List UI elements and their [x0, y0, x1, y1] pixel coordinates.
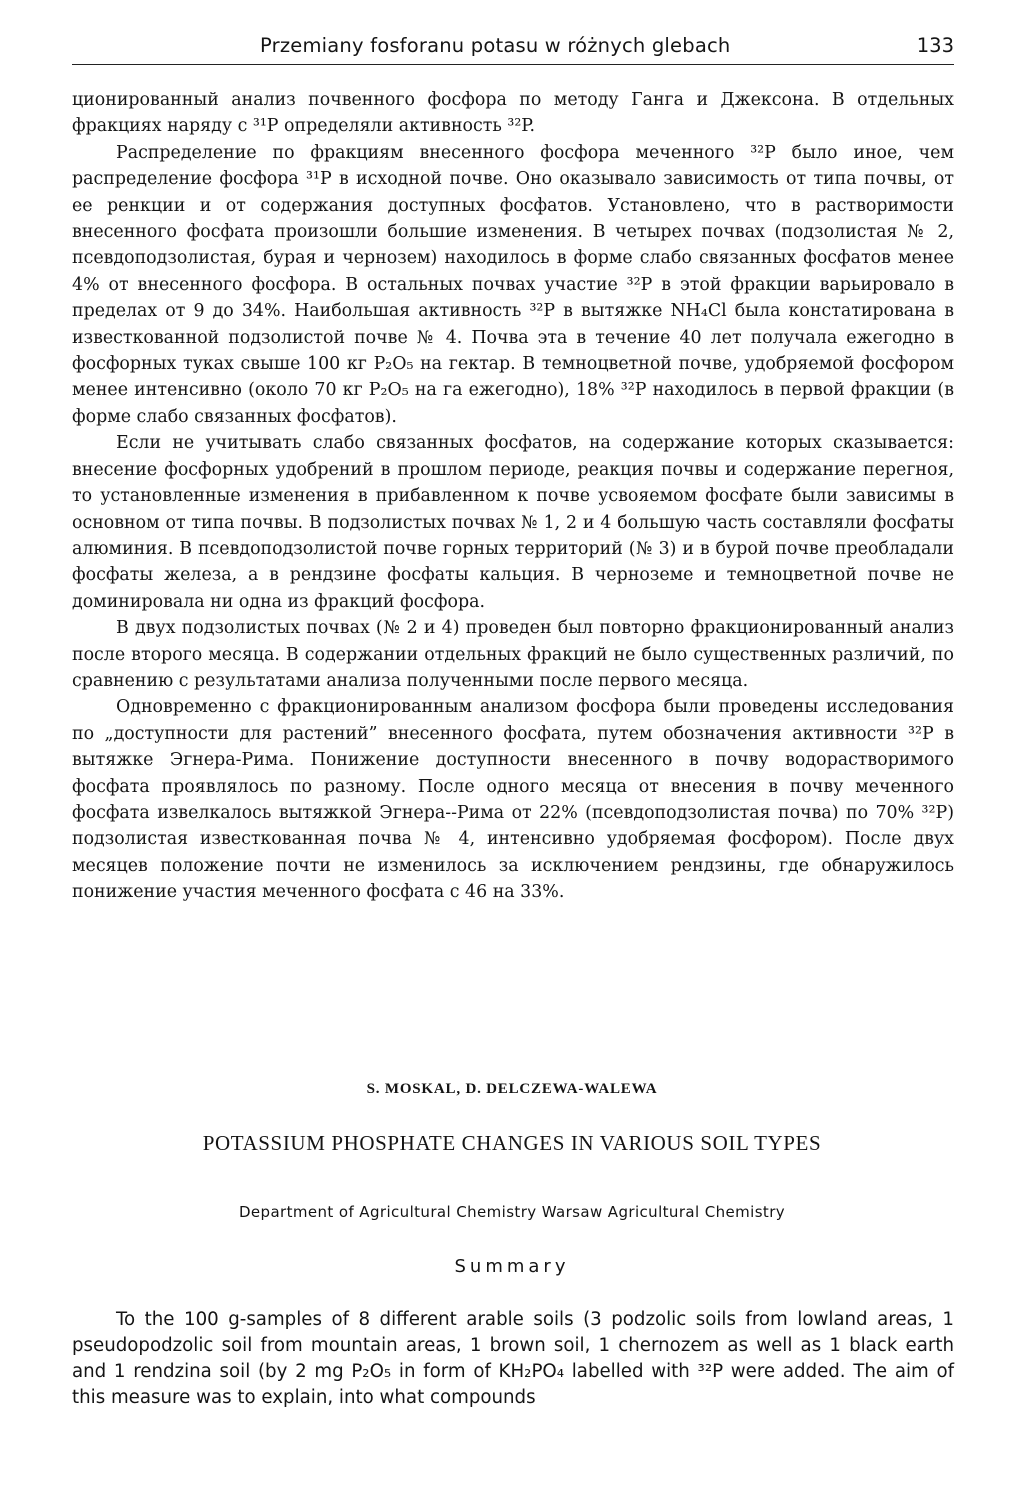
paragraph-5: Одновременно с фракционированным анализом фосфора были проведены исследования по „доступности для растений” внесенного фосфата, путем обозначения активности ³²P в вытяжке Эгнера-Рима. Понижение доступности внесенного в почву водорастворимого фосфата проявлялось по разному. После одного месяца от внесения в почву меченного фосфата извелкалось вытяжкой Эгнера--Рима от 22% (псевдоподзолистая почва) по 70% ³²P) подзолистая известкованная почва № 4, интенсивно удобряемая фосфором). После двух месяцев положение почти не изменилось за исключением рендзины, где обнаружилось понижение участия меченного фосфата с 46 на 33%.	[72, 697, 954, 903]
running-head	[72, 30, 954, 65]
page-number: 133	[916, 34, 954, 57]
paragraph-1: ционированный анализ почвенного фосфора по методу Ганга и Джексона. В отдельных фракциях наряду с ³¹P определяли активность ³²P.	[72, 90, 954, 137]
author-affiliation: Department of Agricultural Chemistry Warsaw Agricultural Chemistry	[238, 1203, 786, 1221]
summary-heading: Summary	[454, 1256, 570, 1277]
paragraph-2: Распределение по фракциям внесенного фосфора меченного ³²P было иное, чем распределение фосфора ³¹P в исходной почве. Оно оказывало зависимость от типа почвы, от ее ренкции и от содержания доступных фосфатов. Установлено, что в растворимости внесенного фосфата произошли большие изменения. В четырех почвах (подзолистая № 2, псевдоподзолистая, бурая и чернозем) находилось в форме слабо связанных фосфатов менее 4% от внесенного фосфора. В остальных почвах участие ³²P в этой фракции варьировало в пределах от 9 до 34%. Наибольшая активность ³²P в вытяжке NH₄Cl была констатирована в известкованной подзолистой почве № 4. Почва эта в течение 40 лет получала ежегодно в фосфорных туках свыше 100 кг P₂O₅ на гектар. В темноцветной почве, удобряемой фосфором менее интенсивно (около 70 кг P₂O₅ на га ежегодно), 18% ³²P находилось в первой фракции (в форме слабо связанных фосфатов).	[72, 142, 954, 427]
russian-body-text	[72, 87, 954, 906]
paragraph-4: В двух подзолистых почвах (№ 2 и 4) проведен был повторно фракционированный анализ после второго месяца. В содержании отдельных фракций не было существенных различий, по сравнению с результатами анализа полученными после первого месяца.	[72, 618, 954, 691]
summary-paragraph: To the 100 g-samples of 8 different arable soils (3 podzolic soils from lowland areas, 1 pseudopodzolic soil from mountain areas, 1 brown soil, 1 chernozem as well as 1 black earth and 1 rendzina soil (by 2 mg P₂O₅ in form of KH₂PO₄ labelled with ³²P were added. The aim of this measure was to explain, into what compounds	[72, 1309, 954, 1408]
article-authors: S. MOSKAL, D. DELCZEWA-WALEWA	[366, 1081, 658, 1097]
paragraph-3: Если не учитывать слабо связанных фосфатов, на содержание которых сказывается: внесение фосфорных удобрений в прошлом периоде, реакция почвы и содержание перегноя, то установленные изменения в прибавленном к почве усвояемом фосфате были зависимы в основном от типа почвы. В подзолистых почвах № 1, 2 и 4 большую часть составляли фосфаты алюминия. В псевдоподзолистой почве горных территорий (№ 3) и в бурой почве преобладали фосфаты железа, а в рендзине фосфаты кальция. В черноземе и темноцветной почве не доминировала ни одна из фракций фосфора.	[72, 433, 954, 612]
running-head-title: Przemiany fosforanu potasu w różnych glebach	[260, 34, 731, 57]
article-title: POTASSIUM PHOSPHATE CHANGES IN VARIOUS SOIL TYPES	[202, 1131, 822, 1155]
